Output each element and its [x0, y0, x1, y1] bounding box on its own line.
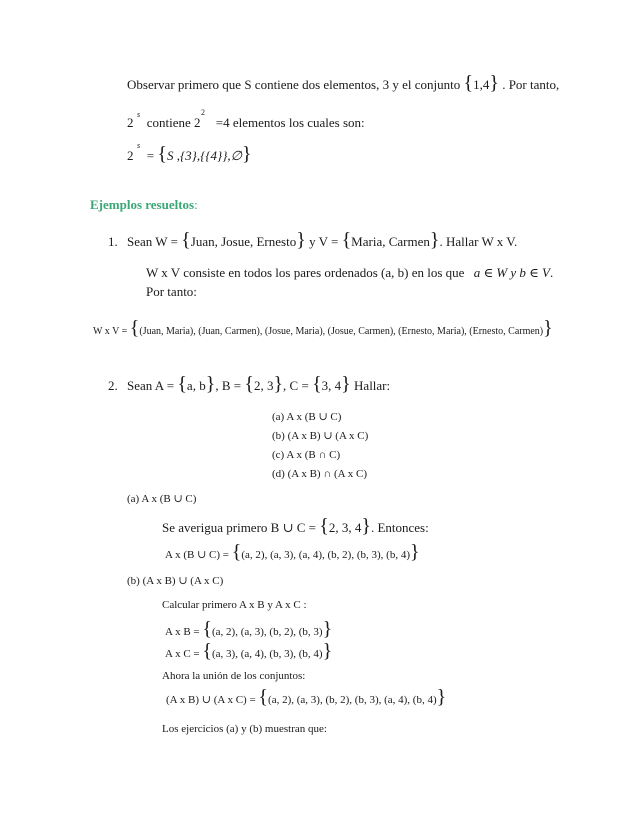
- ex2-statement: 2. Sean A = {a, b}, B = {2, 3}, C = {3, 4} Hallar:: [108, 373, 391, 395]
- part-b-calc: Calcular primero A x B y A x C :: [162, 599, 307, 611]
- part-b-union: (A x B) ∪ (A x C) = {(a, 2), (a, 3), (b, 2), (b, 3), (a, 4), (b, 4)}: [166, 686, 447, 708]
- intro-set: 1,4: [473, 77, 490, 92]
- power-set: S ,{3},{{4}},∅: [166, 148, 242, 163]
- ex2-item-b: (b) (A x B) ∪ (A x C): [272, 430, 369, 442]
- intro-line-1: Observar primero que S contiene dos elementos, 3 y el conjunto {1,4} . Por tanto,: [127, 72, 560, 94]
- part-b-label: (b) (A x B) ∪ (A x C): [127, 575, 224, 587]
- part-b-axc: A x C = {(a, 3), (a, 4), (b, 3), (b, 4)}: [165, 640, 333, 662]
- part-b-closing: Los ejercicios (a) y (b) muestran que:: [162, 723, 327, 735]
- section-heading: Ejemplos resueltos:: [90, 197, 198, 212]
- part-a-label: (a) A x (B ∪ C): [127, 493, 197, 505]
- part-a-text: Se averigua primero B ∪ C = {2, 3, 4}. Entonces:: [162, 515, 429, 537]
- intro-line-2: 2 s contiene 2 2 =4 elementos los cuales son:: [127, 108, 365, 130]
- ex1-explanation: W x V consiste en todos los pares ordenados (a, b) en los que a ∈ W y b ∈ V.: [146, 265, 554, 280]
- part-b-axb: A x B = {(a, 2), (a, 3), (b, 2), (b, 3)}: [165, 618, 333, 640]
- part-a-result: A x (B ∪ C) = {(a, 2), (a, 3), (a, 4), (b, 2), (b, 3), (b, 4)}: [165, 541, 420, 563]
- ex2-item-c: (c) A x (B ∩ C): [272, 449, 341, 461]
- ex2-item-d: (d) (A x B) ∩ (A x C): [272, 468, 368, 480]
- ex1-portanto: Por tanto:: [146, 284, 197, 299]
- ex1-result-set: (Juan, Maria), (Juan, Carmen), (Josue, Maria), (Josue, Carmen), (Ernesto, Maria), (Ernesto, Carmen): [139, 326, 544, 337]
- intro-line-3: 2 s = {S ,{3},{{4}},∅}: [127, 141, 252, 165]
- part-b-union-text: Ahora la unión de los conjuntos:: [162, 670, 306, 682]
- ex1-result: W x V = {(Juan, Maria), (Juan, Carmen), (Josue, Maria), (Josue, Carmen), (Ernesto, Maria), (Ernesto, Carmen)}: [93, 317, 553, 339]
- ex1-statement: 1. Sean W = {Juan, Josue, Ernesto} y V = {Maria, Carmen}. Hallar W x V.: [108, 229, 518, 251]
- ex2-item-a: (a) A x (B ∪ C): [272, 411, 342, 423]
